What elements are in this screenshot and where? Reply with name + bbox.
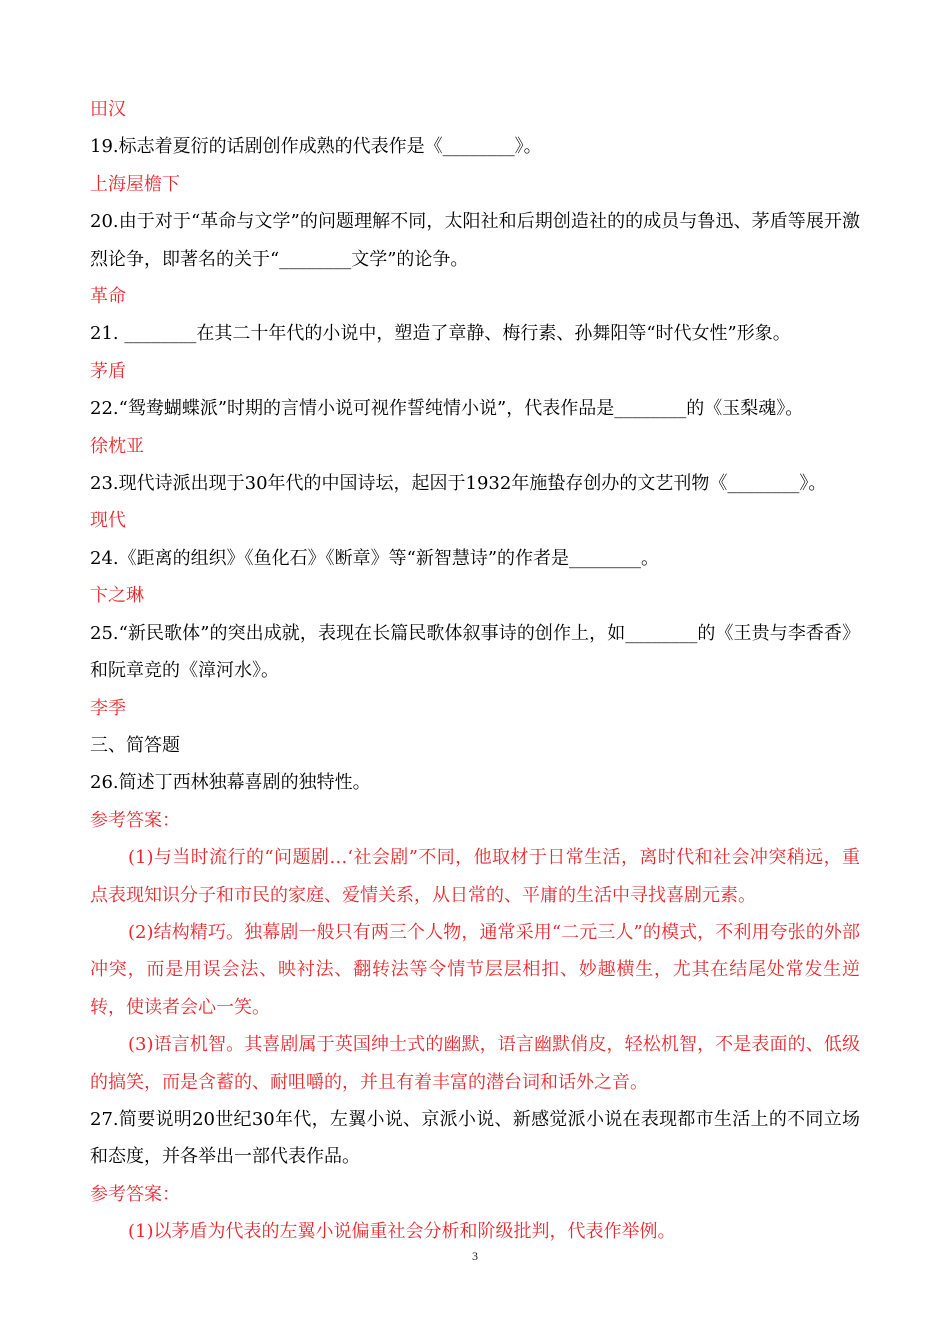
reference-answer-label-26: 参考答案： (90, 809, 180, 831)
answer-20: 革命 (90, 286, 126, 308)
page-number: 3 (472, 1249, 478, 1263)
question-26: 26.简述丁西林独幕喜剧的独特性。 (90, 772, 371, 794)
section-heading: 三、简答题 (90, 734, 180, 756)
answer-22: 徐枕亚 (90, 435, 144, 457)
answer-18: 田汉 (90, 99, 126, 120)
answer-24: 卞之琳 (90, 585, 144, 607)
question-22: 22.“鸳鸯蝴蝶派”时期的言情小说可视作誓纯情小说”，代表作品是________的《玉梨魂》。 (90, 398, 804, 420)
document-body (90, 91, 860, 1251)
question-21: 21. ________在其二十年代的小说中，塑造了章静、梅行素、孙舞阳等“时代女性”形象。 (90, 323, 791, 345)
answer-19: 上海屋檐下 (90, 173, 180, 195)
answer-25: 李季 (90, 697, 126, 719)
question-25: 25.“新民歌体”的突出成就，表现在长篇民歌体叙事诗的创作上，如________的《王贵与李香香》和阮章竞的《漳河水》。 (90, 622, 860, 682)
reference-answer-label-27: 参考答案： (90, 1183, 180, 1205)
question-23: 23.现代诗派出现于30年代的中国诗坛，起因于1932年施蛰存创办的文艺刊物《________》。 (90, 473, 827, 495)
answer-26-point-3: (3)语言机智。其喜剧属于英国绅士式的幽默，语言幽默俏皮，轻松机智，不是表面的、低级的搞笑，而是含蓄的、耐咀嚼的，并且有着丰富的潜台词和话外之音。 (90, 1034, 860, 1093)
question-27: 27.简要说明20世纪30年代，左翼小说、京派小说、新感觉派小说在表现都市生活上的不同立场和态度，并各举出一部代表作品。 (90, 1108, 860, 1168)
answer-21: 茅盾 (90, 360, 126, 382)
answer-27-point-1: (1)以茅盾为代表的左翼小说偏重社会分析和阶级批判，代表作举例。 (128, 1221, 676, 1243)
answer-23: 现代 (90, 510, 126, 532)
question-19: 19.标志着夏衍的话剧创作成熟的代表作是《________》。 (90, 136, 542, 158)
question-24: 24.《距离的组织》《鱼化石》《断章》等“新智慧诗”的作者是________。 (90, 547, 660, 569)
question-20: 20.由于对于“革命与文学”的问题理解不同，太阳社和后期创造社的的成员与鲁迅、茅盾等展开激烈论争，即著名的关于“________文学”的论争。 (90, 211, 860, 270)
answer-26-point-2: (2)结构精巧。独幕剧一般只有两三个人物，通常采用“二元三人”的模式，不利用夸张的外部冲突，而是用误会法、映衬法、翻转法等令情节层层相扣、妙趣横生，尤其在结尾处常发生逆转，使读者会心一笑。 (90, 921, 860, 1018)
answer-26-point-1: (1)与当时流行的“问题剧…‘社会剧”不同，他取材于日常生活，离时代和社会冲突稍远，重点表现知识分子和市民的家庭、爱情关系，从日常的、平庸的生活中寻找喜剧元素。 (90, 847, 860, 906)
